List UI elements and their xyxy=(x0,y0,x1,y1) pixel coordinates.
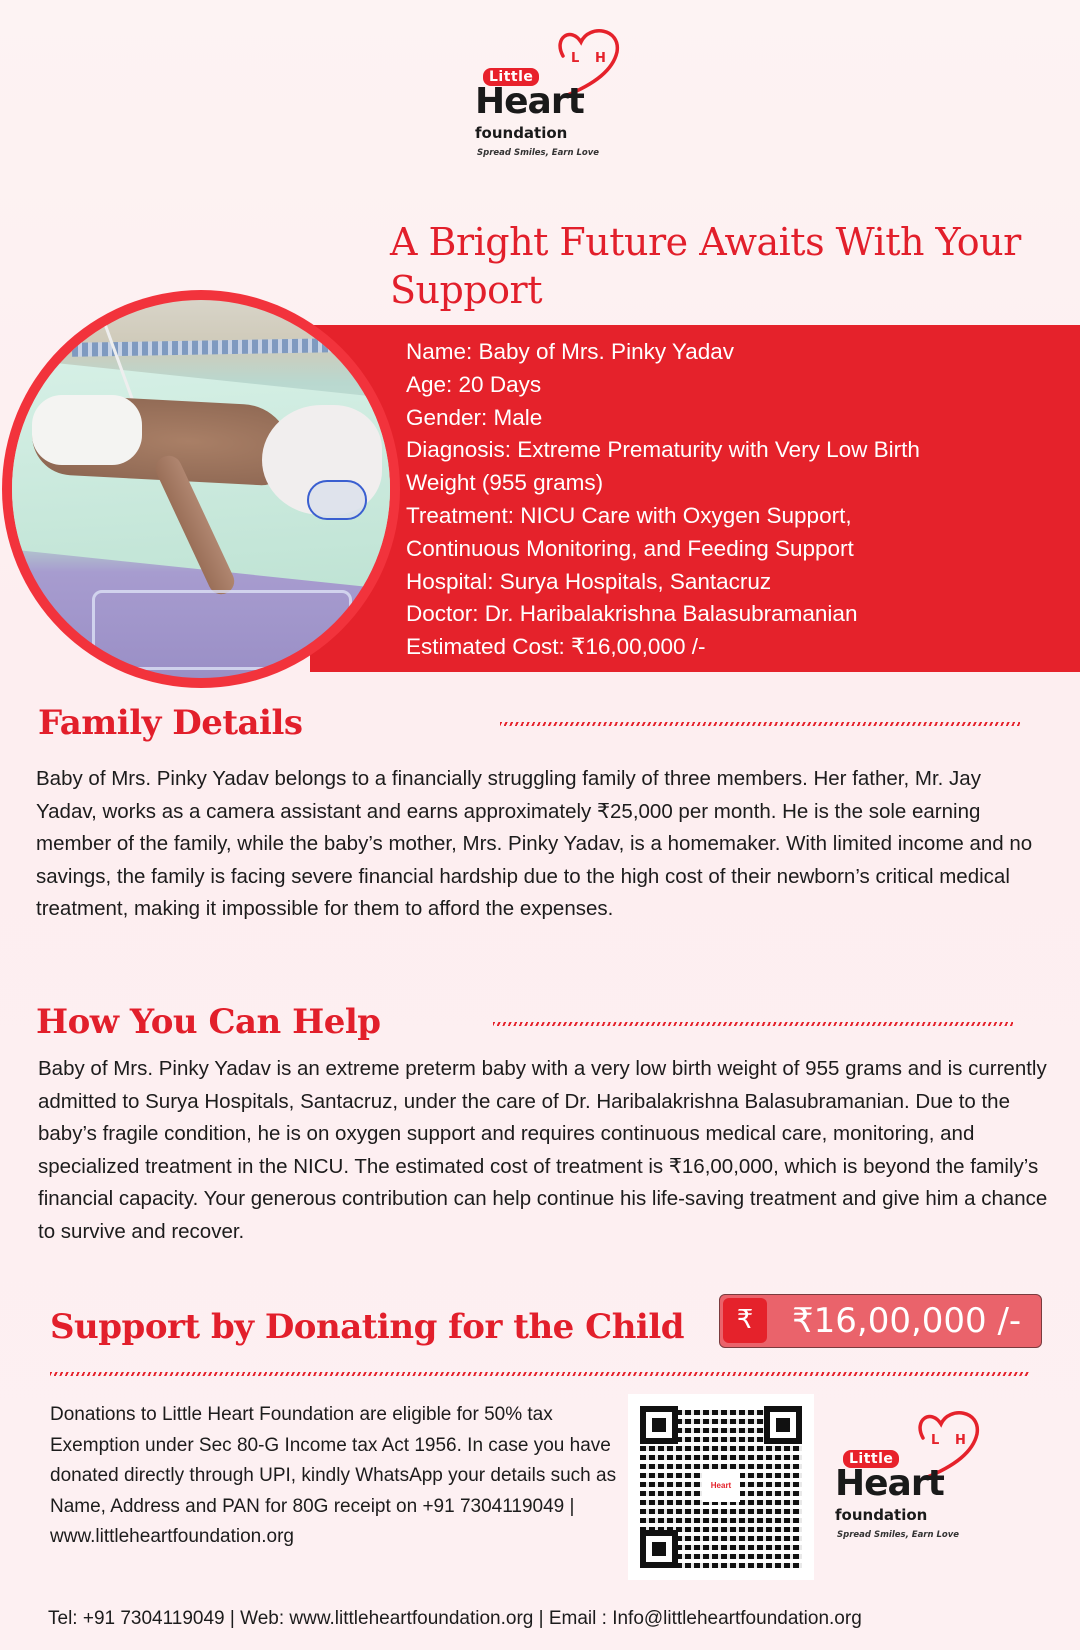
logo-tagline: Spread Smiles, Earn Love xyxy=(837,1530,960,1540)
patient-info-list xyxy=(406,336,1066,664)
oxygen-mask xyxy=(307,480,367,520)
patient-photo xyxy=(12,300,390,678)
divider xyxy=(500,722,1020,726)
svg-text:H: H xyxy=(955,1433,966,1448)
donation-amount: ₹16,00,000 /- xyxy=(792,1301,1022,1341)
logo-tagline: Spread Smiles, Earn Love xyxy=(477,148,600,158)
divider xyxy=(493,1022,1013,1026)
logo-heart: Heart xyxy=(835,1463,944,1504)
page-title: A Bright Future Awaits With Your Support xyxy=(390,220,1021,312)
qr-center-logo: Heart xyxy=(702,1470,740,1502)
patient-gender: Gender: Male xyxy=(406,404,543,430)
qr-finder xyxy=(764,1406,802,1444)
patient-cost: Estimated Cost: ₹16,00,000 /- xyxy=(406,634,706,660)
rupee-icon: ₹ xyxy=(723,1298,767,1343)
qr-pattern xyxy=(640,1406,802,1568)
how-you-can-help-heading: How You Can Help xyxy=(36,1002,381,1042)
patient-age: Age: 20 Days xyxy=(406,371,542,397)
incubator-tray xyxy=(92,590,352,670)
top-logo xyxy=(455,28,625,168)
svg-text:L: L xyxy=(571,51,580,66)
logo-little: Little xyxy=(483,68,539,86)
qr-finder xyxy=(640,1406,678,1444)
logo-little: Little xyxy=(843,1450,899,1468)
logo-foundation: foundation xyxy=(835,1506,928,1524)
divider xyxy=(50,1372,1030,1376)
family-details-text: Baby of Mrs. Pinky Yadav belongs to a financially struggling family of three members. Her father, Mr. Jay Yadav, works as a camera assistant and earns approximately ₹25,000 per month. He is the sole earning member of the family, while the baby’s mother, Mrs. Pinky Yadav, is a homemaker. With limited income and no savings, the family is facing severe financial hardship due to the high cost of their newborn’s critical medical treatment, making it impossible for them to afford the expenses. xyxy=(36,767,1033,920)
svg-text:L: L xyxy=(931,1433,940,1448)
logo-foundation: foundation xyxy=(475,124,568,142)
donation-qr-code[interactable] xyxy=(628,1394,814,1580)
patient-diagnosis-cont: Weight (955 grams) xyxy=(406,470,604,496)
patient-hospital: Hospital: Surya Hospitals, Santacruz xyxy=(406,568,772,594)
family-details-heading: Family Details xyxy=(38,703,303,743)
patient-doctor: Doctor: Dr. Haribalakrishna Balasubramanian xyxy=(406,601,858,627)
how-you-can-help-text: Baby of Mrs. Pinky Yadav is an extreme preterm baby with a very low birth weight of 955 grams and is currently admitted to Surya Hospitals, Santacruz, under the care of Dr. Haribalakrishna Balasubramanian. Due to the baby’s fragile condition, he is on oxygen support and requires continuous medical care, monitoring, and specialized treatment in the NICU. The estimated cost of treatment is ₹16,00,000, which is beyond the family’s financial capacity. Your generous contribution can help continue his life-saving treatment and give him a chance to survive and recover. xyxy=(38,1057,1048,1243)
logo-heart: Heart xyxy=(475,81,584,122)
contact-footer: Tel: +91 7304119049 | Web: www.littleheartfoundation.org | Email : Info@littleheartfoundation.org xyxy=(48,1608,862,1629)
bottom-logo xyxy=(815,1410,985,1550)
donate-heading: Support by Donating for the Child xyxy=(50,1307,685,1347)
diaper xyxy=(32,395,142,465)
tax-exemption-note: Donations to Little Heart Foundation are eligible for 50% tax Exemption under Sec 80-G Income tax Act 1956. In case you have donated directly through UPI, kindly WhatsApp your details such as Name, Address and PAN for 80G receipt on +91 7304119049 | www.littleheartfoundation.org xyxy=(50,1404,617,1547)
patient-diagnosis: Diagnosis: Extreme Prematurity with Very Low Birth xyxy=(406,437,920,463)
patient-name: Name: Baby of Mrs. Pinky Yadav xyxy=(406,339,735,364)
donation-amount-badge xyxy=(719,1294,1042,1348)
patient-treatment-cont: Continuous Monitoring, and Feeding Support xyxy=(406,535,854,561)
svg-text:H: H xyxy=(595,51,606,66)
qr-finder xyxy=(640,1530,678,1568)
patient-treatment: Treatment: NICU Care with Oxygen Support, xyxy=(406,502,852,528)
